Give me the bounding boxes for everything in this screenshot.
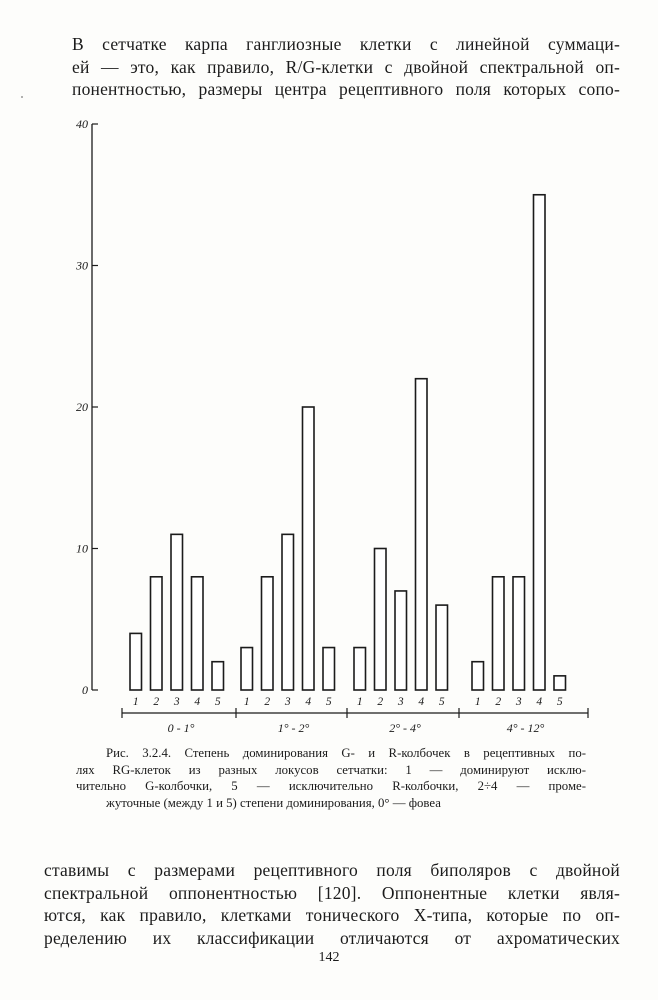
- bar-category-label: 2: [495, 696, 502, 708]
- text-line: В сетчатке карпа ганглиозные клетки с линейной суммаци-: [72, 34, 620, 54]
- bar-category-label: 3: [515, 696, 522, 708]
- bar-category-label: 3: [173, 696, 180, 708]
- y-axis: [75, 117, 98, 697]
- bar: [554, 676, 566, 690]
- y-tick-label: 0: [82, 683, 88, 697]
- bar-category-label: 4: [536, 696, 543, 708]
- bar-category-label: 4: [418, 696, 425, 708]
- bar: [534, 195, 546, 690]
- bar-category-label: 3: [284, 696, 291, 708]
- bar: [513, 577, 525, 690]
- bar: [303, 407, 315, 690]
- bar-category-label: 5: [438, 696, 445, 708]
- bar: [241, 648, 253, 690]
- bar: [212, 662, 224, 690]
- bar: [192, 577, 204, 690]
- bar: [282, 534, 294, 690]
- caption-line: лях RG-клеток из разных локусов сетчатки: 1 — доминируют исклю-: [76, 762, 586, 777]
- x-group-label: 2° - 4°: [389, 721, 421, 735]
- caption-line: жуточные (между 1 и 5) степени доминирования, 0° — фовеа: [106, 795, 441, 810]
- bar-category-label: 4: [194, 696, 201, 708]
- bar-category-label: 2: [377, 696, 384, 708]
- bar: [416, 379, 428, 690]
- bar-category-label: 1: [243, 696, 250, 708]
- x-axis: [122, 708, 588, 735]
- top-paragraph: [72, 33, 620, 101]
- text-line: понентностью, размеры центра рецептивного поля которых сопо-: [72, 79, 620, 99]
- bars: [130, 195, 566, 708]
- bar: [323, 648, 335, 690]
- bar: [472, 662, 484, 690]
- text-line: ются, как правило, клетками тонического X-типа, которые по оп-: [44, 905, 620, 925]
- y-tick-label: 40: [76, 117, 88, 131]
- bar: [375, 549, 387, 691]
- bar: [151, 577, 163, 690]
- text-line: спектральной оппонентностью [120]. Оппонентные клетки явля-: [44, 882, 620, 903]
- bar-category-label: 1: [132, 696, 139, 708]
- caption-line: Рис. 3.2.4. Степень доминирования G- и R-колбочек в рецептивных по-: [106, 746, 586, 760]
- bar: [395, 591, 407, 690]
- bar: [262, 577, 274, 690]
- y-tick-label: 20: [76, 400, 88, 414]
- bar-category-label: 3: [397, 696, 404, 708]
- bar: [436, 605, 448, 690]
- x-group-label: 1° - 2°: [277, 721, 310, 735]
- bar-chart: [0, 110, 658, 735]
- bar: [354, 648, 366, 690]
- y-tick-label: 30: [76, 258, 88, 273]
- x-group-label: 4° - 12°: [506, 721, 545, 735]
- text-line: ставимы с размерами рецептивного поля биполяров с двойной: [44, 860, 620, 880]
- bar: [130, 633, 142, 690]
- x-group-label: 0 - 1°: [167, 721, 195, 735]
- y-tick-label: 10: [76, 541, 88, 556]
- bar-category-label: 1: [356, 696, 363, 708]
- bottom-paragraph: [44, 859, 620, 949]
- bar-category-label: 1: [474, 696, 481, 708]
- bar-category-label: 5: [325, 696, 332, 708]
- bar-category-label: 4: [305, 696, 312, 708]
- figure-caption: [76, 745, 586, 811]
- bar-category-label: 2: [264, 696, 271, 708]
- bar: [171, 534, 183, 690]
- bar-category-label: 5: [556, 696, 563, 708]
- bar-category-label: 2: [153, 696, 160, 708]
- scan-speck: [21, 96, 23, 98]
- text-line: ределению их классификации отличаются от ахроматических: [44, 927, 620, 948]
- caption-line: чительно G-колбочки, 5 — исключительно R-колбочки, 2÷4 — проме-: [76, 779, 586, 794]
- bar: [493, 577, 505, 690]
- bar-category-label: 5: [214, 696, 221, 708]
- text-line: ей — это, как правило, R/G-клетки с двойной спектральной оп-: [72, 56, 620, 77]
- page-number: 142: [318, 950, 340, 965]
